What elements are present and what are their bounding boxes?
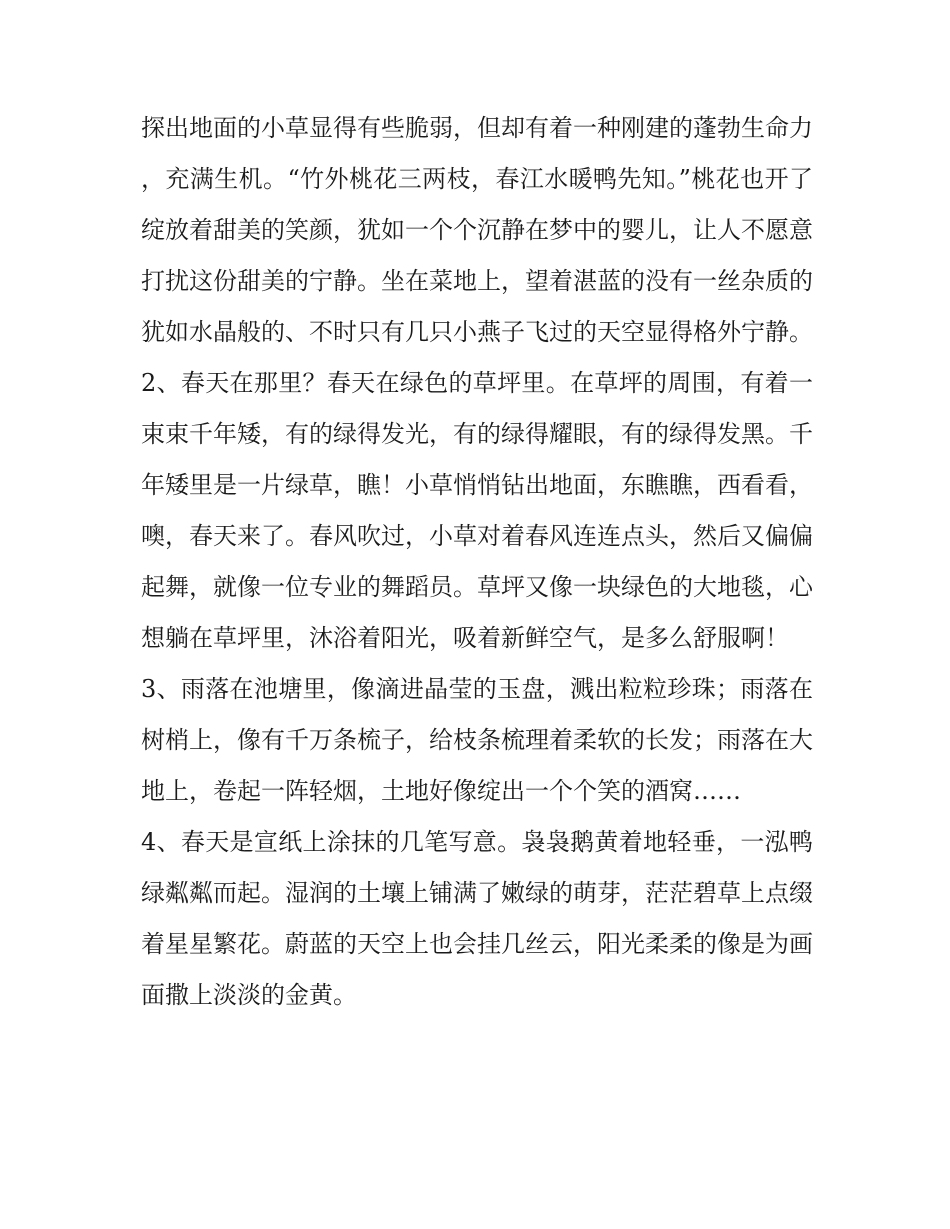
document-body [141,103,813,1021]
paragraph-2-lawn: 2、春天在那里？春天在绿色的草坪里。在草坪的周围，有着一束束千年矮，有的绿得发光，有的绿得耀眼，有的绿得发黑。千年矮里是一片绿草，瞧！小草悄悄钻出地面，东瞧瞧，西看看，噢，春天来了。春风吹过，小草对着春风连连点头，然后又偏偏起舞，就像一位专业的舞蹈员。草坪又像一块绿色的大地毯，心想躺在草坪里，沐浴着阳光，吸着新鲜空气，是多么舒服啊！ [141,369,813,652]
paragraph-3-rain: 3、雨落在池塘里，像滴进晶莹的玉盘，溅出粒粒珍珠；雨落在树梢上，像有千万条梳子，给枝条梳理着柔软的长发；雨落在大地上，卷起一阵轻烟，土地好像绽出一个个笑的酒窝…… [141,675,813,805]
paragraph-4-painting: 4、春天是宣纸上涂抹的几笔写意。袅袅鹅黄着地轻垂，一泓鸭绿粼粼而起。湿润的土壤上铺满了嫩绿的萌芽，茫茫碧草上点缀着星星繁花。蔚蓝的天空上也会挂几丝云，阳光柔柔的像是为画面撒上淡淡的金黄。 [141,828,813,1009]
paragraph-spring-grass: 探出地面的小草显得有些脆弱，但却有着一种刚建的蓬勃生命力，充满生机。“竹外桃花三两枝，春江水暖鸭先知。”桃花也开了绽放着甜美的笑颜，犹如一个个沉静在梦中的婴儿，让人不愿意打扰这份甜美的宁静。坐在菜地上，望着湛蓝的没有一丝杂质的犹如水晶般的、不时只有几只小燕子飞过的天空显得格外宁静。 [141,114,813,346]
